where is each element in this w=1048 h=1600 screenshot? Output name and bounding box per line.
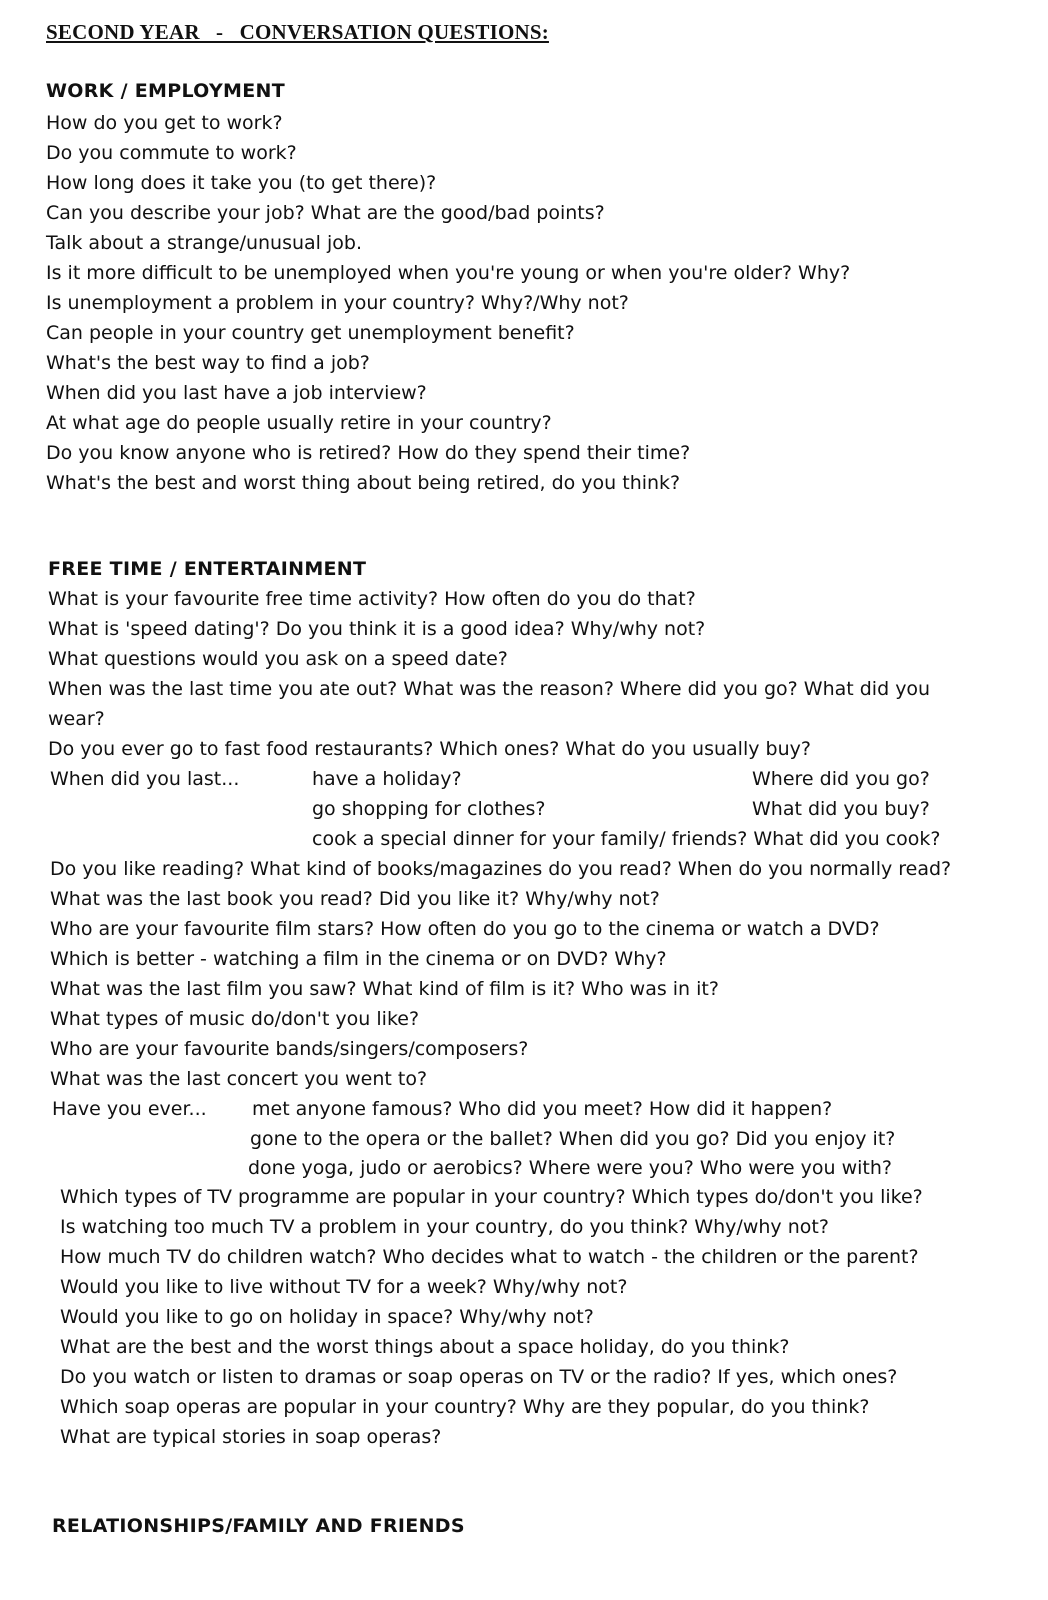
question-line: Which is better - watching a film in the cinema or on DVD? Why? [50, 948, 667, 970]
question-line: What is your favourite free time activity? How often do you do that? [48, 588, 696, 610]
question-line: Is unemployment a problem in your country? Why?/Why not? [46, 292, 629, 314]
question-line: What was the last concert you went to? [50, 1068, 428, 1090]
question-line: Would you like to go on holiday in space? Why/why not? [60, 1306, 594, 1328]
question-line: Who are your favourite bands/singers/composers? [50, 1038, 529, 1060]
when-last-row [50, 824, 1030, 854]
when-last-item: cook a special dinner for your family/ friends? What did you cook? [312, 828, 941, 850]
have-you-ever-row [52, 1094, 1032, 1124]
question-line: What are typical stories in soap operas? [60, 1426, 442, 1448]
question-line: Can you describe your job? What are the good/bad points? [46, 202, 605, 224]
question-line: Do you commute to work? [46, 142, 297, 164]
question-line: Do you like reading? What kind of books/magazines do you read? When do you normally read? [50, 858, 952, 880]
question-line: Talk about a strange/unusual job. [46, 232, 362, 254]
free-time-questions-c [60, 1182, 923, 1452]
when-last-follow: What did you buy? [752, 798, 930, 820]
when-last-item: have a holiday? [312, 768, 462, 790]
when-last-follow: Where did you go? [752, 768, 930, 790]
question-line: Is watching too much TV a problem in your country, do you think? Why/why not? [60, 1216, 829, 1238]
question-line: What's the best way to find a job? [46, 352, 370, 374]
question-line: What is 'speed dating'? Do you think it is a good idea? Why/why not? [48, 618, 706, 640]
section-heading-work: WORK / EMPLOYMENT [46, 80, 285, 102]
question-line: At what age do people usually retire in your country? [46, 412, 552, 434]
work-questions [46, 108, 850, 498]
have-you-ever-item: gone to the opera or the ballet? When did you go? Did you enjoy it? [250, 1128, 896, 1150]
question-line: Do you ever go to fast food restaurants? Which ones? What do you usually buy? [48, 738, 811, 760]
question-line: How much TV do children watch? Who decides what to watch - the children or the parent? [60, 1246, 919, 1268]
question-line: How long does it take you (to get there)? [46, 172, 437, 194]
question-line: How do you get to work? [46, 112, 283, 134]
section-heading-free-time: FREE TIME / ENTERTAINMENT [48, 558, 367, 580]
free-time-questions-b [50, 854, 951, 1094]
question-line: Do you know anyone who is retired? How do they spend their time? [46, 442, 691, 464]
question-line: What types of music do/don't you like? [50, 1008, 420, 1030]
have-you-ever-item: met anyone famous? Who did you meet? How did it happen? [252, 1098, 833, 1120]
have-you-ever-row [52, 1153, 1032, 1183]
document-title: SECOND YEAR - CONVERSATION QUESTIONS: [46, 20, 549, 44]
question-line: What was the last book you read? Did you like it? Why/why not? [50, 888, 660, 910]
have-you-ever-lead: Have you ever... [52, 1098, 207, 1120]
question-line: When was the last time you ate out? What was the reason? Where did you go? What did you [48, 678, 931, 700]
free-time-questions-a [48, 584, 930, 764]
when-last-row [50, 764, 1030, 794]
question-line: What questions would you ask on a speed date? [48, 648, 508, 670]
question-line: What's the best and worst thing about being retired, do you think? [46, 472, 681, 494]
question-line: Who are your favourite film stars? How often do you go to the cinema or watch a DVD? [50, 918, 880, 940]
section-heading-relationships: RELATIONSHIPS/FAMILY AND FRIENDS [52, 1515, 465, 1537]
have-you-ever-item: done yoga, judo or aerobics? Where were you? Who were you with? [248, 1157, 893, 1179]
question-line: Which soap operas are popular in your country? Why are they popular, do you think? [60, 1396, 870, 1418]
question-line: Do you watch or listen to dramas or soap operas on TV or the radio? If yes, which ones? [60, 1366, 898, 1388]
when-last-lead: When did you last... [50, 768, 240, 790]
question-line: When did you last have a job interview? [46, 382, 427, 404]
question-line: wear? [48, 708, 105, 730]
when-last-item: go shopping for clothes? [312, 798, 546, 820]
question-line: Would you like to live without TV for a week? Why/why not? [60, 1276, 628, 1298]
when-last-row [50, 794, 1030, 824]
question-line: What are the best and the worst things about a space holiday, do you think? [60, 1336, 790, 1358]
question-line: What was the last film you saw? What kind of film is it? Who was in it? [50, 978, 719, 1000]
question-line: Which types of TV programme are popular in your country? Which types do/don't you like? [60, 1186, 923, 1208]
have-you-ever-row [52, 1124, 1032, 1154]
question-line: Can people in your country get unemployment benefit? [46, 322, 575, 344]
question-line: Is it more difficult to be unemployed when you're young or when you're older? Why? [46, 262, 851, 284]
